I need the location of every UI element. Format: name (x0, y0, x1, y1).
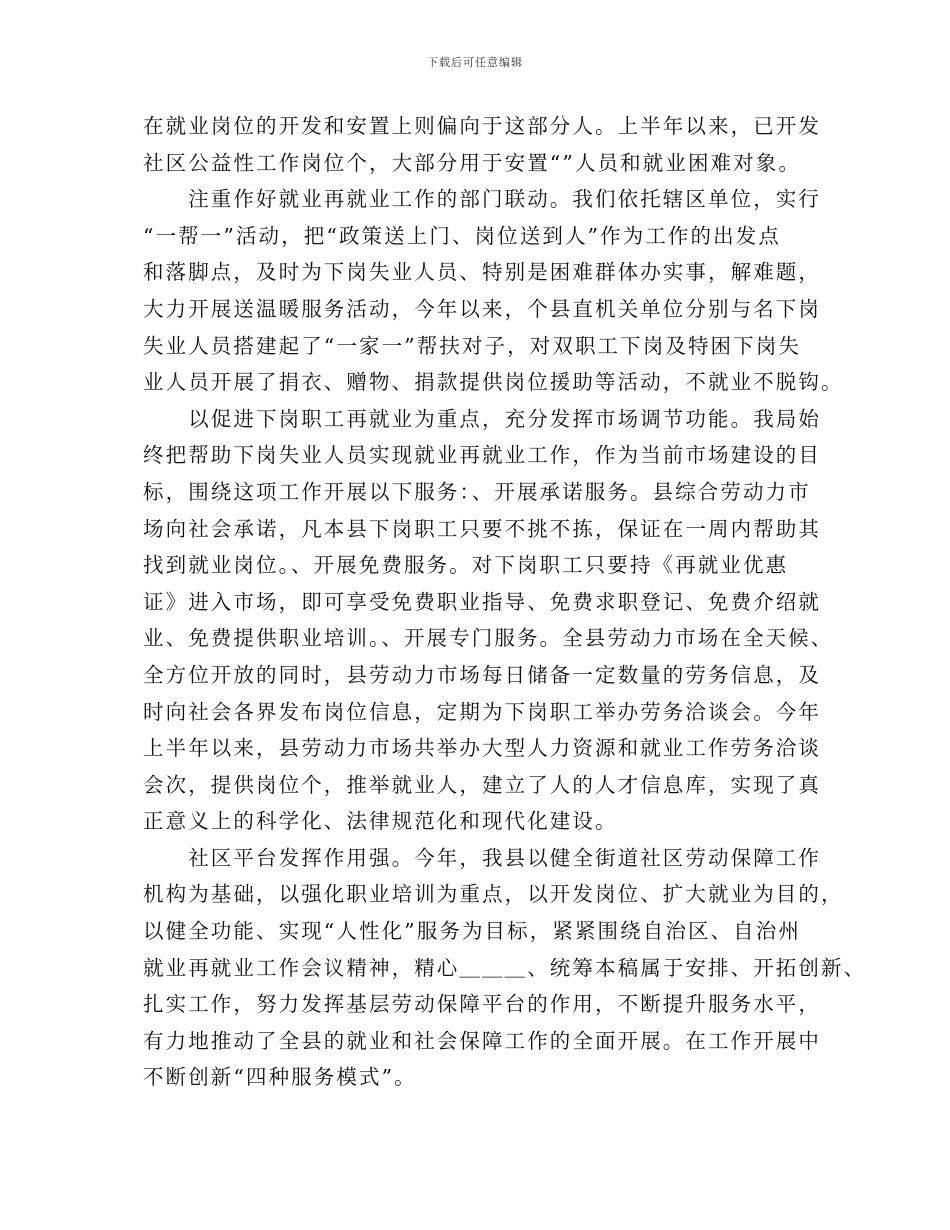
body-line: 大力开展送温暖服务活动，今年以来，个县直机关单位分别与名下岗 (143, 296, 821, 321)
body-line: 标，围绕这项工作开展以下服务：、开展承诺服务。县综合劳动力市 (143, 479, 811, 504)
body-line: 有力地推动了全县的就业和社会保障工作的全面开展。在工作开展中 (143, 1028, 821, 1053)
body-line: 场向社会承诺，凡本县下岗职工只要不挑不拣，保证在一周内帮助其 (143, 516, 821, 541)
body-line: 上半年以来，县劳动力市场共举办大型人力资源和就业工作劳务洽谈 (143, 736, 821, 761)
body-line: 以促进下岗职工再就业为重点，充分发挥市场调节功能。我局始 (143, 406, 821, 431)
body-line: 时向社会各界发布岗位信息，定期为下岗职工举办劳务洽谈会。今年 (143, 699, 821, 724)
body-line: 业、免费提供职业培训。、开展专门服务。全县劳动力市场在全天候、 (143, 626, 834, 651)
body-line: 业人员开展了捐衣、赠物、捐款提供岗位援助等活动，不就业不脱钩。 (143, 370, 844, 395)
header-note: 下载后可任意编辑 (427, 56, 523, 69)
body-line: 全方位开放的同时，县劳动力市场每日储备一定数量的劳务信息，及 (143, 662, 821, 687)
body-line: 社区平台发挥作用强。今年，我县以健全街道社区劳动保障工作 (143, 845, 821, 870)
body-line: 扎实工作，努力发挥基层劳动保障平台的作用，不断提升服务水平， (143, 992, 821, 1017)
body-line: 就业再就业工作会议精神，精心＿＿＿、统筹本稿属于安排、开拓创新、 (143, 955, 867, 980)
body-line: 失业人员搭建起了“一家一”帮扶对子，对双职工下岗及特困下岗失 (143, 333, 801, 358)
body-line: 会次，提供岗位个，推举就业人，建立了人的人才信息库，实现了真 (143, 772, 821, 797)
body-line: 以健全功能、实现“人性化”服务为目标，紧紧围绕自治区、自治州 (143, 919, 801, 944)
body-line: 社区公益性工作岗位个，大部分用于安置“”人员和就业困难对象。 (143, 150, 801, 175)
body-line: 找到就业岗位。、开展免费服务。对下岗职工只要持《再就业优惠 (143, 553, 789, 578)
body-line: 正意义上的科学化、法律规范化和现代化建设。 (143, 809, 618, 834)
body-line: 注重作好就业再就业工作的部门联动。我们依托辖区单位，实行 (143, 187, 821, 212)
body-line: 终把帮助下岗失业人员实现就业再就业工作，作为当前市场建设的目 (143, 443, 821, 468)
body-line: 证》进入市场，即可享受免费职业指导、免费求职登记、免费介绍就 (143, 589, 821, 614)
body-line: 在就业岗位的开发和安置上则偏向于这部分人。上半年以来，已开发 (143, 114, 821, 138)
body-line: 不断创新“四种服务模式”。 (143, 1065, 417, 1090)
body-line: 和落脚点，及时为下岗失业人员、特别是困难群体办实事，解难题， (143, 260, 821, 285)
document-body (143, 108, 867, 1096)
body-line: “一帮一”活动，把“政策送上门、岗位送到人”作为工作的出发点 (143, 223, 781, 248)
body-line: 机构为基础，以强化职业培训为重点，以开发岗位、扩大就业为目的， (143, 882, 844, 907)
